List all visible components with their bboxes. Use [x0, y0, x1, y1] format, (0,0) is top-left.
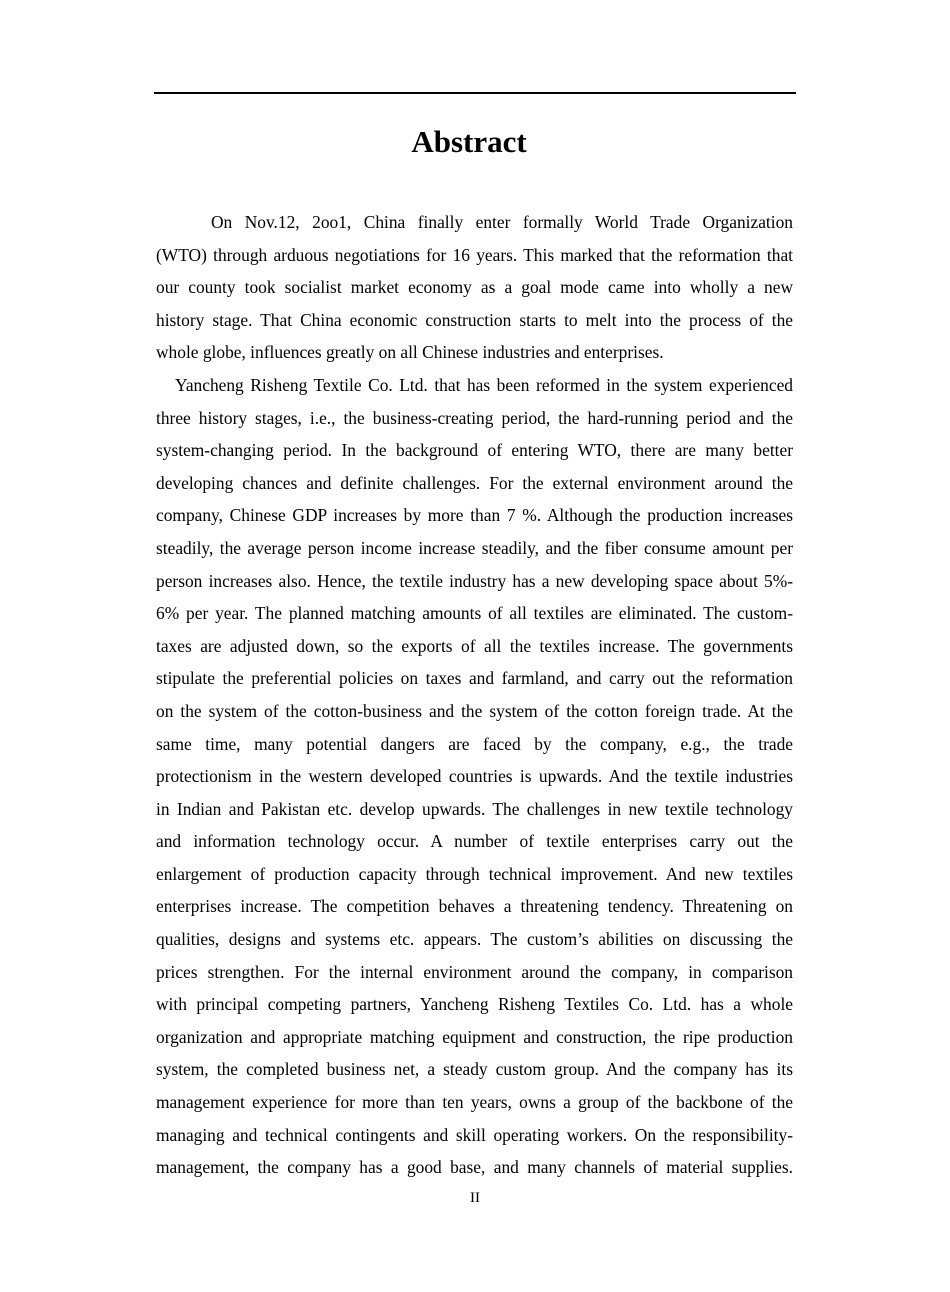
paragraph-line: with principal competing partners, Yancheng Risheng Textiles Co. Ltd. has a whole	[156, 994, 793, 1015]
paragraph-line: management, the company has a good base, and many channels of material supplies.	[156, 1157, 793, 1178]
paragraph-line: qualities, designs and systems etc. appears. The custom’s abilities on discussing the	[156, 929, 793, 950]
paragraph-line: prices strengthen. For the internal environment around the company, in comparison	[156, 961, 793, 982]
paragraph-line: three history stages, i.e., the business-creating period, the hard-running period and the	[156, 407, 793, 428]
paragraph-line: and information technology occur. A number of textile enterprises carry out the	[156, 831, 793, 852]
paragraph-line: system, the completed business net, a steady custom group. And the company has its	[156, 1059, 793, 1080]
paragraph-line: on the system of the cotton-business and the system of the cotton foreign trade. At the	[156, 700, 793, 721]
paragraph-line: managing and technical contingents and skill operating workers. On the responsibility-	[156, 1124, 793, 1145]
paragraph-line: taxes are adjusted down, so the exports of all the textiles increase. The governments	[156, 635, 793, 656]
paragraph-line: enterprises increase. The competition behaves a threatening tendency. Threatening on	[156, 896, 793, 917]
paragraph-line: company, Chinese GDP increases by more than 7 %. Although the production increases	[156, 505, 793, 526]
paragraph-line: management experience for more than ten years, owns a group of the backbone of the	[156, 1092, 793, 1113]
paragraph-line: On Nov.12, 2oo1, China finally enter formally World Trade Organization	[211, 212, 793, 232]
paragraph-line: history stage. That China economic construction starts to melt into the process of the	[156, 309, 793, 330]
header-rule	[154, 92, 796, 94]
paragraph-line: our county took socialist market economy as a goal mode came into wholly a new	[156, 277, 793, 298]
paragraph-line: same time, many potential dangers are faced by the company, e.g., the trade	[156, 733, 793, 754]
paragraph-line: stipulate the preferential policies on taxes and farmland, and carry out the reformation	[156, 668, 793, 689]
paragraph-line: in Indian and Pakistan etc. develop upwards. The challenges in new textile technology	[156, 798, 793, 819]
paragraph-line: whole globe, influences greatly on all Chinese industries and enterprises.	[156, 342, 664, 363]
paragraph-line: organization and appropriate matching equipment and construction, the ripe production	[156, 1026, 793, 1047]
paragraph-line: person increases also. Hence, the textile industry has a new developing space about 5%-	[156, 570, 793, 591]
paragraph-line: steadily, the average person income increase steadily, and the fiber consume amount per	[156, 537, 793, 558]
paragraph-line: 6% per year. The planned matching amounts of all textiles are eliminated. The custom-	[156, 603, 793, 624]
paragraph-line: enlargement of production capacity through technical improvement. And new textiles	[156, 863, 793, 884]
paragraph-line: (WTO) through arduous negotiations for 16 years. This marked that the reformation that	[156, 244, 793, 265]
paragraph-line: Yancheng Risheng Textile Co. Ltd. that has been reformed in the system experienced	[175, 374, 793, 395]
paragraph-line: system-changing period. In the background of entering WTO, there are many better	[156, 440, 793, 461]
paragraph-line: protectionism in the western developed countries is upwards. And the textile industries	[156, 766, 793, 787]
paragraph-line: developing chances and definite challenges. For the external environment around the	[156, 472, 793, 493]
page-number: II	[470, 1190, 480, 1206]
page-title: Abstract	[411, 124, 527, 159]
abstract-body	[156, 206, 793, 1184]
